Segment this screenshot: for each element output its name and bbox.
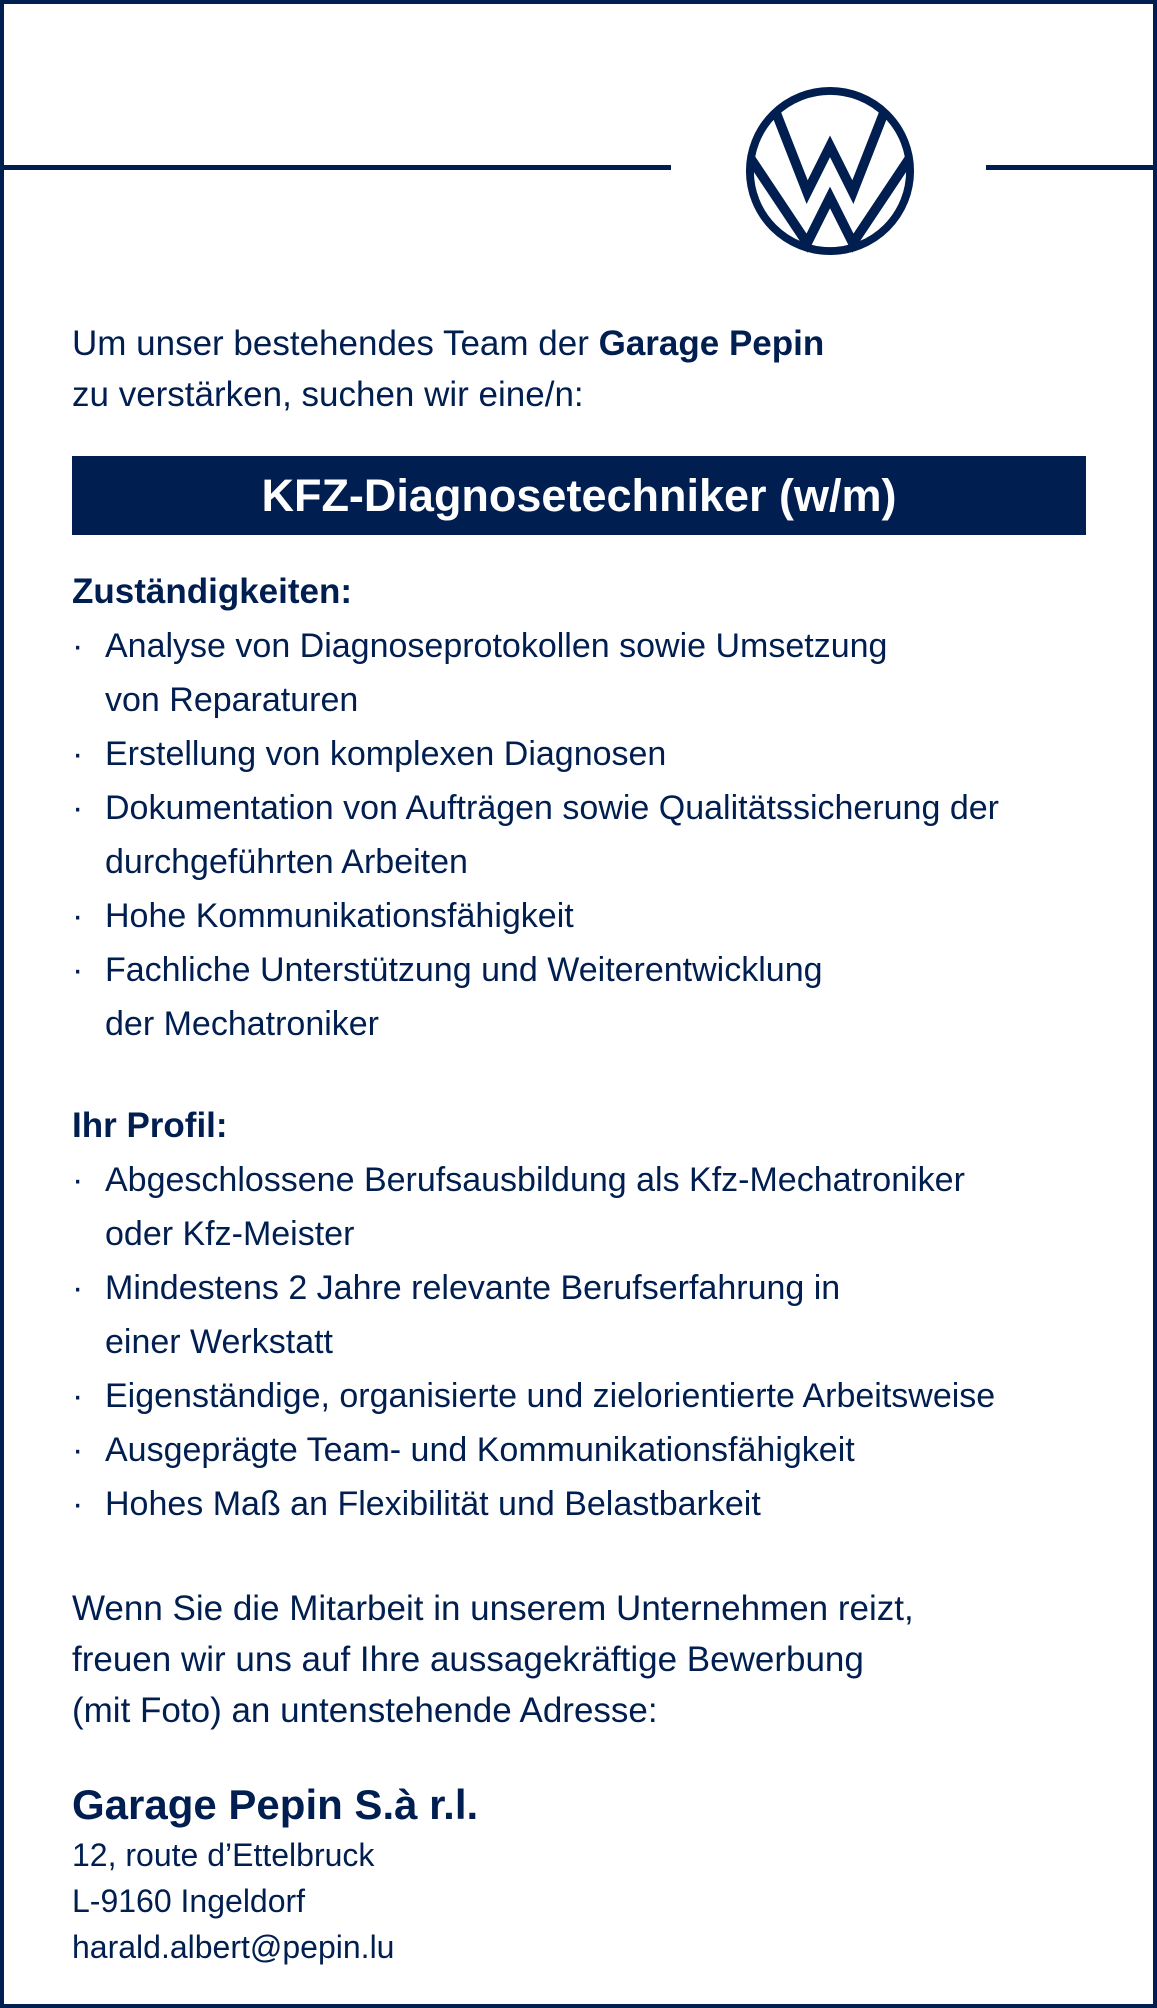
- list-item-line: Analyse von Diagnoseprotokollen sowie Umsetzung: [105, 627, 888, 665]
- list-item-line: Abgeschlossene Berufsausbildung als Kfz-Mechatroniker: [105, 1161, 965, 1199]
- list-item: [72, 1153, 1092, 1261]
- intro-text: [72, 318, 1092, 420]
- list-item: [72, 1423, 1092, 1477]
- job-title: KFZ-Diagnosetechniker (w/m): [261, 470, 897, 521]
- address-street: 12, route d’Ettelbruck: [72, 1837, 375, 1873]
- responsibilities-title: Zuständigkeiten:: [72, 572, 353, 611]
- list-item-line: Ausgeprägte Team- und Kommunikationsfähigkeit: [105, 1431, 855, 1469]
- contact-email-link[interactable]: harald.albert@pepin.lu: [72, 1929, 395, 1965]
- address-city: L-9160 Ingeldorf: [72, 1883, 306, 1919]
- company-name: Garage Pepin S.à r.l.: [72, 1781, 479, 1828]
- profile-title: Ihr Profil:: [72, 1106, 228, 1145]
- closing-line-1: Wenn Sie die Mitarbeit in unserem Unternehmen reizt,: [72, 1589, 914, 1628]
- list-item-line: Hohe Kommunikationsfähigkeit: [105, 897, 574, 935]
- list-item-line: oder Kfz-Meister: [105, 1215, 355, 1253]
- list-item: [72, 889, 1092, 943]
- header-rule-left: [4, 165, 671, 170]
- list-item-line: einer Werkstatt: [105, 1323, 334, 1361]
- list-item-line: von Reparaturen: [105, 681, 359, 719]
- list-item: [72, 1477, 1092, 1531]
- list-item-line: Fachliche Unterstützung und Weiterentwicklung: [105, 951, 823, 989]
- list-item: [72, 1261, 1092, 1369]
- list-item-line: Mindestens 2 Jahre relevante Berufserfahrung in: [105, 1269, 841, 1307]
- intro-line-2: zu verstärken, suchen wir eine/n:: [72, 375, 584, 414]
- closing-text: [72, 1583, 1092, 1736]
- list-item-line: Hohes Maß an Flexibilität und Belastbarkeit: [105, 1485, 761, 1523]
- list-item: [72, 781, 1092, 889]
- list-item: [72, 1369, 1092, 1423]
- contact-address: [72, 1832, 1092, 1970]
- closing-line-3: (mit Foto) an untenstehende Adresse:: [72, 1691, 658, 1730]
- job-ad-content: [72, 318, 1092, 1970]
- list-item-line: durchgeführten Arbeiten: [105, 843, 468, 881]
- job-title-banner: [72, 456, 1086, 535]
- list-item: [72, 943, 1092, 1051]
- list-item-line: Eigenständige, organisierte und zielorientierte Arbeitsweise: [105, 1377, 996, 1415]
- list-item: [72, 727, 1092, 781]
- intro-text-before: Um unser bestehendes Team der: [72, 324, 599, 363]
- profile-list: [72, 1153, 1092, 1531]
- list-item: [72, 619, 1092, 727]
- list-item-line: der Mechatroniker: [105, 1005, 380, 1043]
- intro-company-name: Garage Pepin: [598, 324, 825, 363]
- closing-line-2: freuen wir uns auf Ihre aussagekräftige Bewerbung: [72, 1640, 864, 1679]
- header-rule-right: [986, 165, 1153, 170]
- list-item-line: Erstellung von komplexen Diagnosen: [105, 735, 667, 773]
- responsibilities-list: [72, 619, 1092, 1051]
- list-item-line: Dokumentation von Aufträgen sowie Qualitätssicherung der: [105, 789, 999, 827]
- volkswagen-logo-icon: [742, 83, 918, 259]
